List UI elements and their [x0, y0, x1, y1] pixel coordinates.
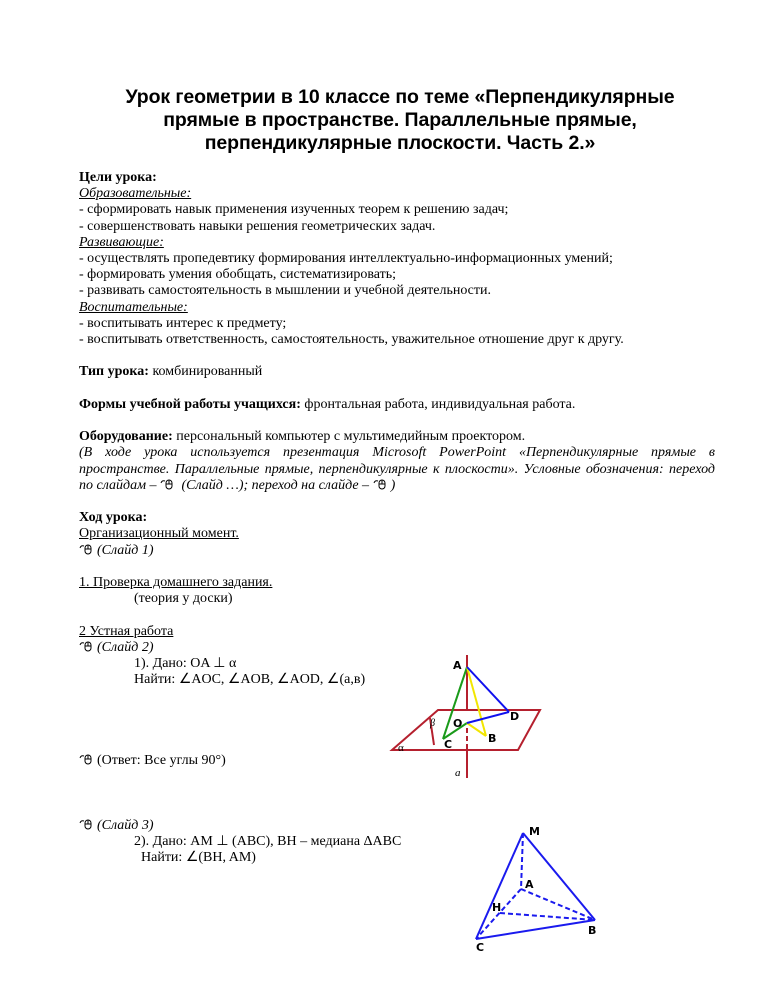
procedure-heading: Ход урока:: [79, 510, 148, 526]
label-C: C: [444, 738, 453, 751]
title-line-1: Урок геометрии в 10 классе по теме «Перпендикулярные: [125, 86, 675, 108]
lesson-type-value: комбинированный: [148, 364, 263, 380]
label-C: C: [476, 941, 485, 954]
equipment-label: Оборудование:: [79, 429, 173, 445]
label-A: A: [453, 659, 462, 672]
task2-find: Найти: ∠(BH, AM): [141, 850, 256, 866]
oral-work: 2 Устная работа: [79, 623, 174, 639]
label-B: B: [588, 924, 597, 937]
goals-developing-label: Развивающие:: [79, 234, 164, 250]
slide-1-ref: (Слайд 1): [79, 543, 715, 559]
label-D: D: [510, 710, 520, 723]
slide-2-ref: (Слайд 2): [79, 640, 715, 656]
homework-check: 1. Проверка домашнего задания.: [79, 575, 273, 590]
task1-given: 1). Дано: OA ⊥ α: [134, 656, 237, 671]
goal-item: - осуществлять пропедевтику формирования интеллектуально-информационных умений;: [79, 251, 613, 267]
slide-3-ref: (Слайд 3): [79, 818, 715, 834]
goal-item: - совершенствовать навыки решения геометрических задач.: [79, 218, 436, 234]
label-O: O: [453, 717, 463, 730]
task2-given: 2). Дано: AM ⊥ (ABC), BH – медиана ΔABC: [134, 834, 402, 850]
label-M: M: [529, 825, 540, 838]
goals-educational-label: Образовательные:: [79, 186, 192, 202]
goal-item: - формировать умения обобщать, систематизировать;: [79, 267, 397, 283]
mouse-icon: [79, 544, 93, 555]
label-alpha: α: [398, 742, 404, 754]
diagram-perpendicular-plane: [380, 650, 550, 790]
label-A: A: [525, 878, 534, 891]
label-beta: β: [430, 718, 435, 729]
lesson-type-label: Тип урока:: [79, 364, 149, 380]
diagram-pyramid: [470, 815, 620, 960]
task1-answer: (Ответ: Все углы 90°): [79, 753, 715, 769]
goal-item: - развивать самостоятельность в мышлении и учебной деятельности.: [79, 283, 492, 299]
title-line-3: перпендикулярные плоскости. Часть 2.»: [204, 132, 596, 154]
mouse-icon: [373, 479, 387, 490]
goal-item: - сформировать навык применения изученных теорем к решению задач;: [79, 202, 509, 218]
work-forms: [79, 397, 715, 413]
work-forms-label: Формы учебной работы учащихся:: [79, 396, 301, 412]
mouse-icon: [160, 479, 174, 490]
goal-item: - воспитывать ответственность, самостоятельность, уважительное отношение друг к другу.: [79, 332, 624, 348]
equipment: [79, 429, 715, 445]
mouse-icon: [79, 641, 93, 652]
page-title: [90, 86, 710, 155]
equipment-note: (В ходе урока используется презентация Microsoft PowerPoint «Перпендикулярные прямые в пространстве. Параллельные прямые, перпендикулярные к плоскости». Условные обозначения: переход по слайдам – (Слайд …); переход на слайде – ): [79, 445, 715, 493]
goals-heading: Цели урока:: [79, 170, 157, 185]
title-line-2: прямые в пространстве. Параллельные прямые,: [163, 109, 637, 131]
label-H: H: [492, 901, 502, 914]
homework-note: (теория у доски): [134, 591, 233, 607]
work-forms-value: фронтальная работа, индивидуальная работа.: [300, 396, 576, 412]
equipment-value: персональный компьютер с мультимедийным проектором.: [172, 429, 526, 445]
label-a: a: [455, 767, 461, 779]
task1-find: Найти: ∠AOC, ∠AOB, ∠AOD, ∠(a,в): [134, 672, 366, 688]
goal-item: - воспитывать интерес к предмету;: [79, 315, 287, 331]
mouse-icon: [79, 819, 93, 830]
org-moment: Организационный момент.: [79, 526, 239, 542]
mouse-icon: [79, 754, 93, 765]
lesson-type: [79, 364, 715, 380]
label-B: B: [488, 732, 497, 745]
goals-upbringing-label: Воспитательные:: [79, 299, 188, 315]
